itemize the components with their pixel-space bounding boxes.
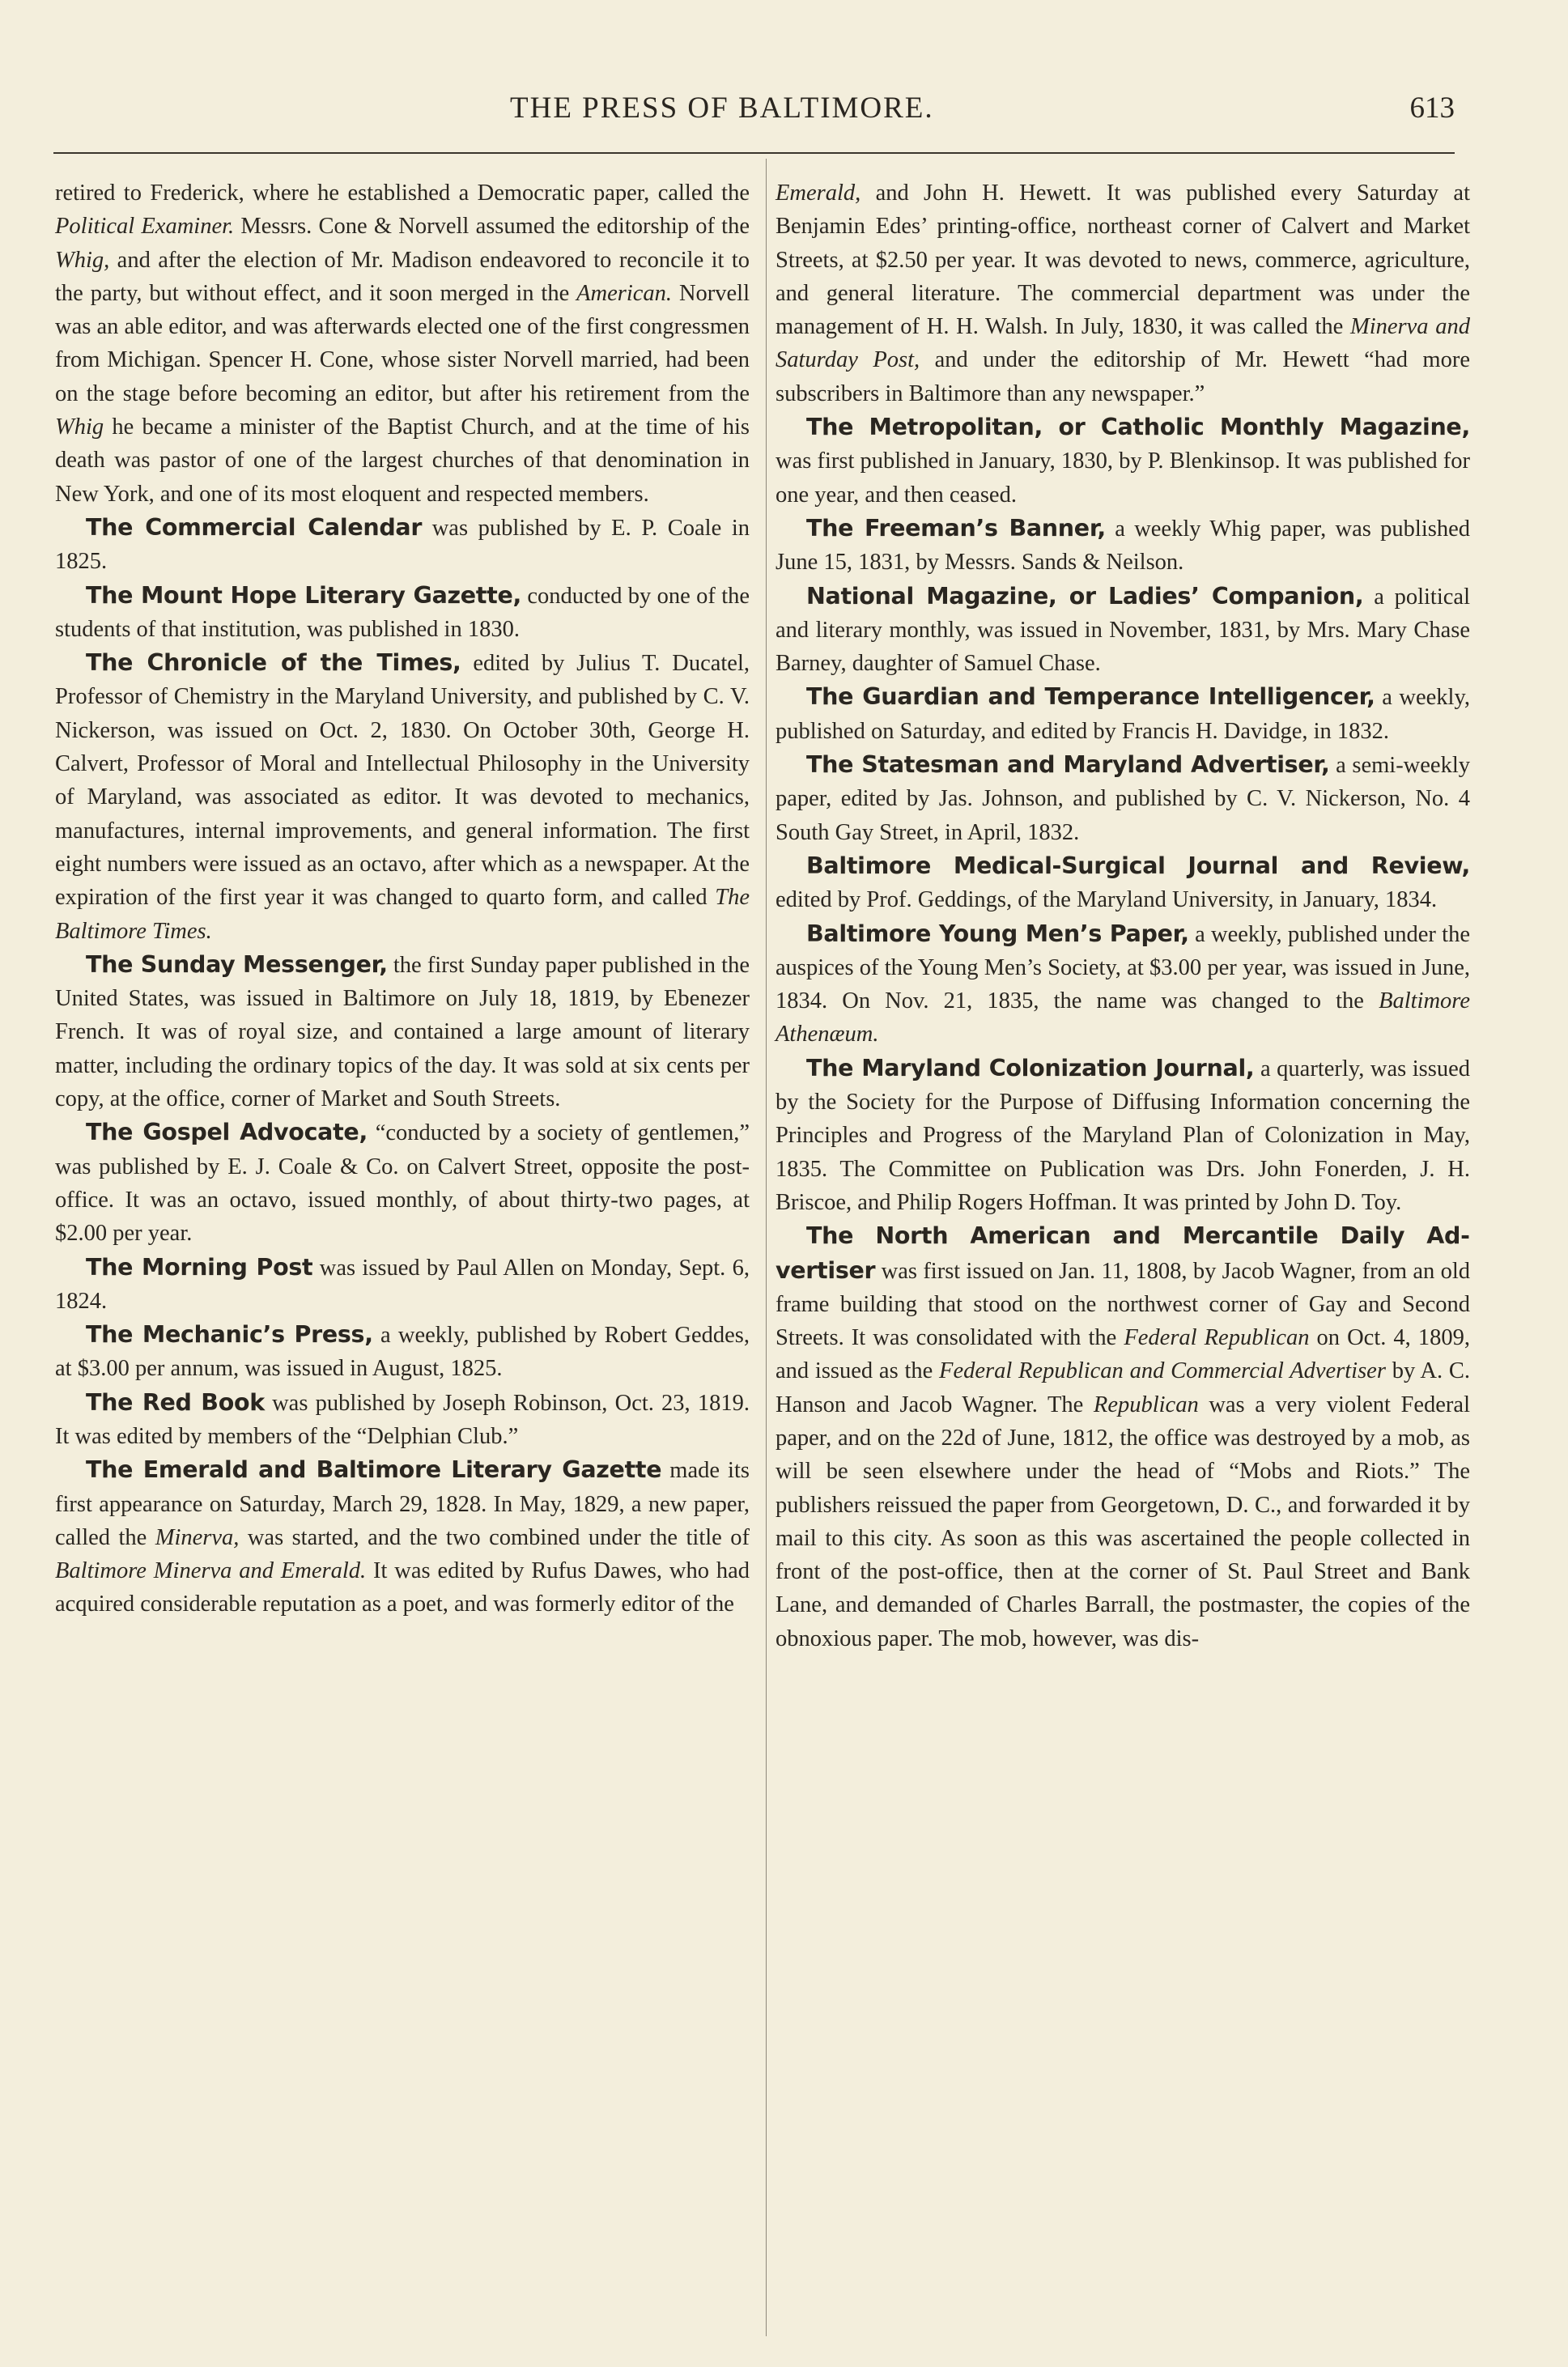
body-text: made its first appearance on Saturday, March 29, 1828. In May, 1829, a new paper, called the	[55, 1458, 750, 1550]
body-text: “conducted by a society of gentlemen,” was published by E. J. Coale & Co. on Calvert Street, opposite the post-office. It was an octavo, issued monthly, of about thirty-two pages, at $2.00 per year.	[55, 1120, 750, 1247]
column-divider	[766, 159, 767, 2336]
italic-title: Federal Republican and Commercial Advertiser	[939, 1358, 1386, 1384]
italic-title: Political Examiner.	[55, 214, 235, 240]
publication-title: The North American and Mercantile Daily Advertiser	[776, 1222, 1470, 1284]
body-text: and John H. Hewett. It was published every Saturday at Benjamin Edes’ printing-office, northeast corner of Calvert and Market Streets, at $2.50 per year. It was devoted to news, commerce, agriculture, and general literature. The commercial department was under the management of H. H. Walsh. In July, 1830, it was called the	[776, 181, 1470, 340]
publication-title: The Freeman’s Banner,	[806, 514, 1106, 542]
publication-title: The Metropolitan, or Catholic Monthly Magazine,	[806, 414, 1470, 441]
italic-title: Republican	[1093, 1392, 1199, 1417]
publication-title: National Magazine, or Ladies’ Companion,	[806, 582, 1364, 610]
entry-paragraph	[55, 1386, 750, 1454]
entry-paragraph	[776, 1052, 1470, 1219]
body-text: he became a minister of the Baptist Church, and at the time of his death was pastor of one of the largest churches of that denomination in New York, and one of its most eloquent and respected members.	[55, 414, 750, 507]
publication-title: The Mechanic’s Press,	[86, 1321, 373, 1349]
body-text: a political and literary monthly, was issued in November, 1831, by Mrs. Mary Chase Barney, daughter of Samuel Chase.	[776, 584, 1470, 677]
body-text: was issued by Paul Allen on Monday, Sept. 6, 1824.	[55, 1255, 750, 1314]
italic-title: Minerva,	[155, 1524, 240, 1550]
entry-paragraph	[55, 948, 750, 1116]
publication-title: Baltimore Young Men’s Paper,	[806, 920, 1189, 947]
italic-title: The Baltimore Times.	[55, 885, 750, 944]
italic-title: Whig,	[55, 247, 110, 273]
italic-title: Whig	[55, 414, 104, 440]
entry-paragraph	[55, 1453, 750, 1621]
italic-title: Minerva and Saturday Post,	[776, 314, 1470, 373]
left-column	[55, 176, 750, 1621]
entry-paragraph	[776, 680, 1470, 748]
entry-paragraph	[776, 580, 1470, 681]
page-number: 613	[1409, 91, 1455, 125]
header-rule	[53, 152, 1455, 154]
body-text: retired to Frederick, where he established a Democratic paper, called the	[55, 181, 750, 206]
entry-paragraph	[776, 1219, 1470, 1655]
body-text: was first published in January, 1830, by P. Blenkinsop. It was published for one year, and then ceased.	[776, 448, 1470, 508]
right-column	[776, 176, 1470, 1655]
body-text: edited by Julius T. Ducatel, Professor of Chemistry in the Maryland University, and published by C. V. Nickerson, was issued on Oct. 2, 1830. On October 30th, George H. Calvert, Professor of Moral and Intellectual Philosophy in the University of Maryland, was associated as editor. It was devoted to mechanics, manufactures, internal improvements, and general information. The first eight numbers were issued as an octavo, after which as a newspaper. At the expiration of the first year it was changed to quarto form, and called	[55, 651, 750, 911]
entry-paragraph	[55, 579, 750, 647]
body-text: on Oct. 4, 1809, and issued as the	[776, 1325, 1470, 1384]
entry-paragraph	[776, 410, 1470, 512]
body-text: a weekly, published under the auspices of the Young Men’s Society, at $3.00 per year, was issued in June, 1834. On Nov. 21, 1835, the name was changed to the	[776, 921, 1470, 1014]
body-text: by A. C. Hanson and Jacob Wagner. The	[776, 1358, 1470, 1417]
continued-paragraph	[55, 176, 750, 511]
body-text: a quarterly, was issued by the Society for the Purpose of Diffusing Information concerning the Principles and Progress of the Maryland Plan of Colonization in May, 1835. The Committee on Publication was Drs. John Fonerden, J. H. Briscoe, and Philip Rogers Hoffman. It was printed by John D. Toy.	[776, 1056, 1470, 1215]
entry-paragraph	[55, 1318, 750, 1386]
body-text: Messrs. Cone & Norvell assumed the editorship of the	[234, 214, 750, 240]
entry-paragraph	[776, 512, 1470, 580]
running-title: THE PRESS OF BALTIMORE.	[510, 91, 934, 125]
entry-paragraph	[776, 849, 1470, 917]
running-head	[0, 91, 1568, 139]
body-text: was published by Joseph Robinson, Oct. 23, 1819. It was edited by members of the “Delphian Club.”	[55, 1390, 750, 1449]
italic-title: Emerald,	[776, 181, 861, 206]
publication-title: The Gospel Advocate,	[86, 1119, 368, 1146]
entry-paragraph	[776, 748, 1470, 849]
body-text: and after the election of Mr. Madison endeavored to reconcile it to the party, but without effect, and it soon merged in the	[55, 247, 750, 306]
publication-title: The Morning Post	[86, 1253, 313, 1281]
entry-paragraph	[55, 646, 750, 948]
publication-title: The Chronicle of the Times,	[86, 649, 461, 677]
publication-title: The Maryland Colonization Journal,	[806, 1054, 1255, 1082]
body-text: a weekly, published on Saturday, and edited by Francis H. Davidge, in 1832.	[776, 685, 1470, 744]
publication-title: The Red Book	[86, 1388, 265, 1416]
body-text: was first issued on Jan. 11, 1808, by Jacob Wagner, from an old frame building that stood on the northwest corner of Gay and Second Streets. It was consolidated with the	[776, 1258, 1470, 1351]
italic-title: Baltimore Minerva and Emerald.	[55, 1558, 367, 1584]
body-text: It was edited by Rufus Dawes, who had acquired considerable reputation as a poet, and was formerly editor of the	[55, 1558, 750, 1617]
publication-title: Baltimore Medical-Surgical Journal and Review,	[806, 852, 1470, 879]
body-text: and under the editorship of Mr. Hewett “had more subscribers in Baltimore than any newspaper.”	[776, 347, 1470, 406]
body-text: was published by E. P. Coale in 1825.	[55, 515, 750, 575]
publication-title: The Emerald and Baltimore Literary Gazette	[86, 1456, 662, 1484]
body-text: a weekly, published by Robert Geddes, at $3.00 per annum, was issued in August, 1825.	[55, 1323, 750, 1382]
italic-title: Baltimore Athenæum.	[776, 988, 1470, 1048]
entry-paragraph	[55, 1116, 750, 1250]
entry-paragraph	[776, 917, 1470, 1052]
publication-title: The Commercial Calendar	[86, 513, 423, 541]
body-text: conducted by one of the students of that institution, was published in 1830.	[55, 583, 750, 642]
italic-title: Federal Republican	[1124, 1325, 1310, 1351]
continued-paragraph	[776, 176, 1470, 410]
publication-title: The Statesman and Maryland Advertiser,	[806, 751, 1330, 779]
italic-title: American.	[576, 280, 673, 306]
entry-paragraph	[55, 1251, 750, 1319]
body-text: the first Sunday paper published in the United States, was issued in Baltimore on July 18, 1819, by Ebenezer French. It was of royal size, and contained a large amount of literary matter, including the ordinary topics of the day. It was sold at six cents per copy, at the office, corner of Market and South Streets.	[55, 952, 750, 1112]
publication-title: The Sunday Messenger,	[86, 950, 388, 978]
body-text: Norvell was an able editor, and was afterwards elected one of the first congressmen from Michigan. Spencer H. Cone, whose sister Norvell married, had been on the stage before becoming an editor, but after his retirement from the	[55, 280, 750, 406]
body-text: a semi-weekly paper, edited by Jas. Johnson, and published by C. V. Nickerson, No. 4 South Gay Street, in April, 1832.	[776, 753, 1470, 845]
publication-title: The Mount Hope Literary Gazette,	[86, 581, 522, 609]
body-text: was started, and the two combined under the title of	[239, 1524, 750, 1550]
body-text: edited by Prof. Geddings, of the Maryland University, in January, 1834.	[776, 887, 1438, 913]
body-text: a weekly Whig paper, was published June 15, 1831, by Messrs. Sands & Neilson.	[776, 516, 1470, 576]
entry-paragraph	[55, 511, 750, 579]
body-text: was a very violent Federal paper, and on the 22d of June, 1812, the office was destroyed by a mob, as will be seen elsewhere under the head of “Mobs and Riots.” The publishers reissued the paper from Georgetown, D. C., and forwarded it by mail to this city. As soon as this was ascertained the people collected in front of the post-office, then at the corner of St. Paul Street and Bank Lane, and demanded of Charles Barrall, the postmaster, the copies of the obnoxious paper. The mob, however, was dis-	[776, 1392, 1470, 1651]
publication-title: The Guardian and Temperance Intelligencer,	[806, 683, 1375, 711]
